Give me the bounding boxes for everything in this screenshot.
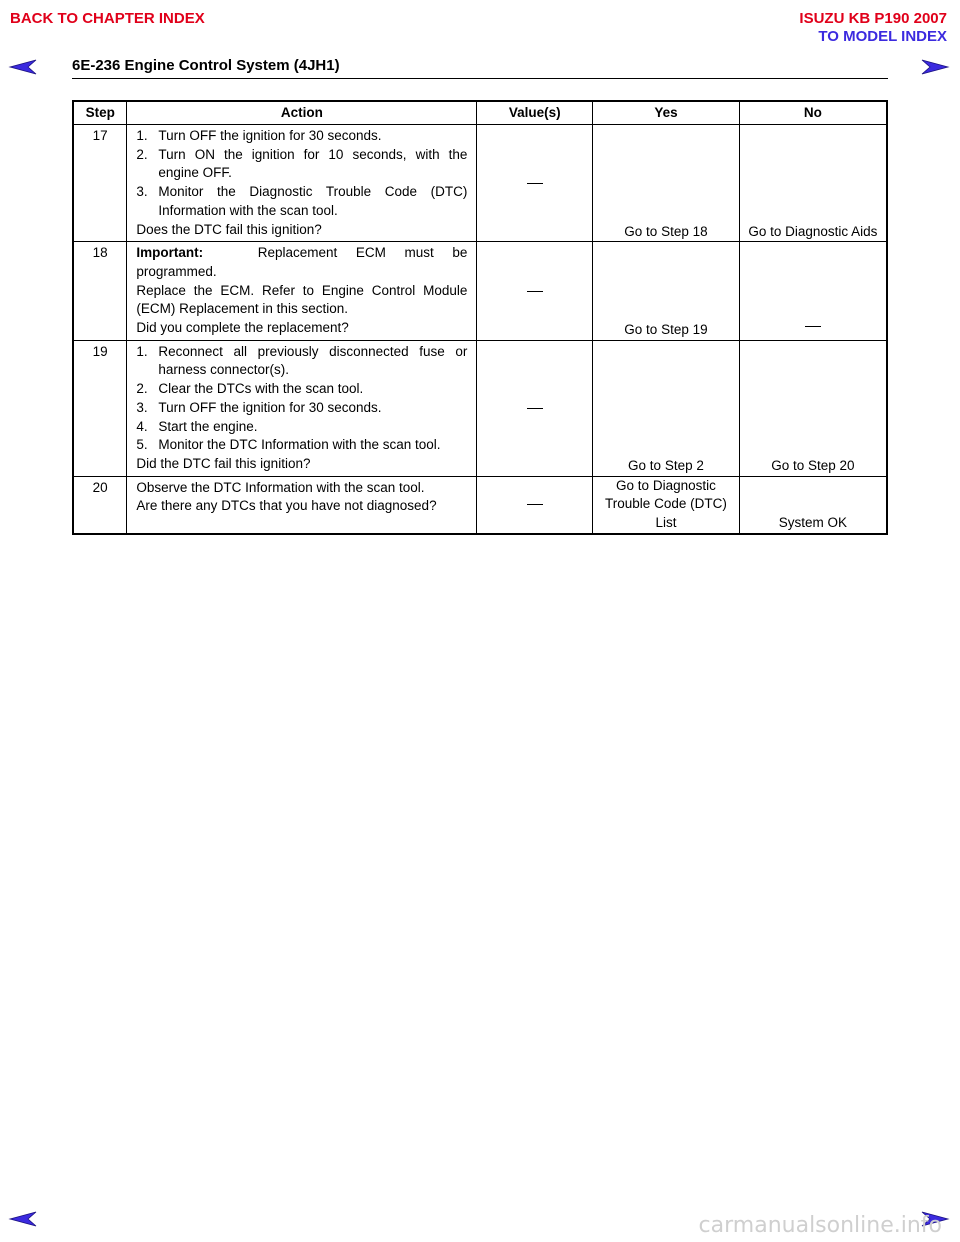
important-note: Important: Replacement ECM must be programmed. [136,245,468,279]
value-cell [477,242,593,341]
value-cell [477,476,593,534]
list-item: 5. Monitor the DTC Information with the scan tool. [136,437,441,453]
step-number: 19 [73,340,127,476]
list-item: 4. Start the engine. [136,418,258,434]
column-header-no: No [739,101,887,125]
action-cell [127,242,477,341]
no-cell: System OK [739,476,887,534]
action-cell [127,125,477,242]
empty-value-dash [527,183,543,184]
step-number: 17 [73,125,127,242]
yes-cell: Go to Diagnostic Trouble Code (DTC) List [593,476,740,534]
instruction-text: Observe the DTC Information with the scan tool. [136,479,425,495]
previous-page-arrow-icon[interactable] [8,58,38,76]
value-cell [477,340,593,476]
yes-cell: Go to Step 18 [593,125,740,242]
no-cell: Go to Diagnostic Aids [739,125,887,242]
question-text: Are there any DTCs that you have not diagnosed? [136,498,437,514]
value-cell [477,125,593,242]
empty-value-dash [527,408,543,409]
next-page-arrow-icon[interactable] [920,58,950,76]
list-item: 2. Clear the DTCs with the scan tool. [136,381,364,397]
model-title-link[interactable]: ISUZU KB P190 2007 [799,10,947,27]
table-header-row [73,101,887,125]
table-row [73,340,887,476]
list-item: 1. Reconnect all previously disconnected fuse or harness connector(s). [136,343,468,378]
no-cell [739,242,887,341]
back-to-chapter-index-link[interactable]: BACK TO CHAPTER INDEX [10,10,205,27]
question-text: Does the DTC fail this ignition? [136,221,322,237]
list-item: 3. Monitor the Diagnostic Trouble Code (DTC) Information with the scan tool. [136,184,468,218]
previous-page-arrow-icon[interactable] [8,1210,38,1228]
table-row [73,242,887,341]
list-item: 2. Turn ON the ignition for 10 seconds, with the engine OFF. [136,146,468,181]
list-item: 1. Turn OFF the ignition for 30 seconds. [136,128,382,143]
list-item: 3. Turn OFF the ignition for 30 seconds. [136,399,382,415]
yes-cell: Go to Step 19 [593,242,740,341]
column-header-yes: Yes [593,101,740,125]
no-cell: Go to Step 20 [739,340,887,476]
yes-cell: Go to Step 2 [593,340,740,476]
column-header-action: Action [127,101,477,125]
question-text: Did the DTC fail this ignition? [136,455,311,471]
table-row [73,125,887,242]
instruction-text: Replace the ECM. Refer to Engine Control Module (ECM) Replacement in this section. [136,282,468,317]
empty-value-dash [805,326,821,327]
page-header [72,57,888,79]
to-model-index-link[interactable]: TO MODEL INDEX [818,28,947,45]
action-cell [127,476,477,534]
empty-value-dash [527,291,543,292]
diagnostic-table [72,100,888,535]
step-number: 20 [73,476,127,534]
step-number: 18 [73,242,127,341]
table-row [73,476,887,534]
empty-value-dash [527,504,543,505]
watermark: carmanualsonline.info [698,1213,942,1238]
column-header-values: Value(s) [477,101,593,125]
important-label: Important: [136,245,204,261]
page-title: 6E-236 Engine Control System (4JH1) [72,57,340,74]
action-cell [127,340,477,476]
column-header-step: Step [73,101,127,125]
question-text: Did you complete the replacement? [136,320,349,336]
